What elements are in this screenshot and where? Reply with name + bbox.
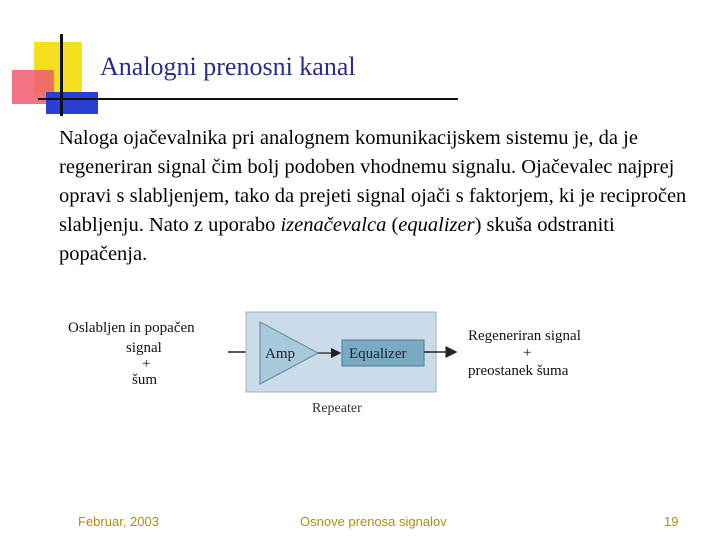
output-label-plus: + <box>523 345 532 361</box>
input-label-plus: + <box>142 356 151 372</box>
footer-subject: Osnove prenosa signalov <box>300 514 447 529</box>
input-label-line1: Oslabljen in popačen <box>68 320 195 336</box>
footer-page-number: 19 <box>664 514 679 529</box>
output-label-line1: Regeneriran signal <box>468 328 581 344</box>
repeater-diagram <box>68 306 608 421</box>
equalizer-label: Equalizer <box>349 346 407 362</box>
repeater-label: Repeater <box>312 401 362 416</box>
slide-title: Analogni prenosni kanal <box>100 52 356 81</box>
body-text-italic-equalizer: equalizer <box>398 214 475 236</box>
input-label-line3: šum <box>132 372 158 388</box>
decor-vertical-line <box>60 34 63 116</box>
output-label-line2: preostanek šuma <box>468 363 569 379</box>
amp-label: Amp <box>265 346 295 362</box>
footer-date: Februar, 2003 <box>78 514 159 529</box>
input-label-line2: signal <box>126 340 162 356</box>
body-text-italic-izenacevalca: izenačevalca <box>280 214 387 236</box>
body-paragraph <box>59 124 699 269</box>
decor-horizontal-line <box>38 98 458 100</box>
decor-blue-square <box>46 92 98 114</box>
body-text-part1: Naloga ojačevalnika pri analognem komunikacijskem sistemu je, da je regeneriran signal čim bolj podoben vhodnemu signalu. Ojačevalec najprej opravi s slabljenjem, tako da prejeti signal ojači s faktorjem, ki je recipročen slabljenju. Nato z uporabo <box>59 127 687 236</box>
body-text-part3: ) skuša odstraniti popačenja. <box>59 214 615 265</box>
body-text-part2: ( <box>386 214 399 236</box>
